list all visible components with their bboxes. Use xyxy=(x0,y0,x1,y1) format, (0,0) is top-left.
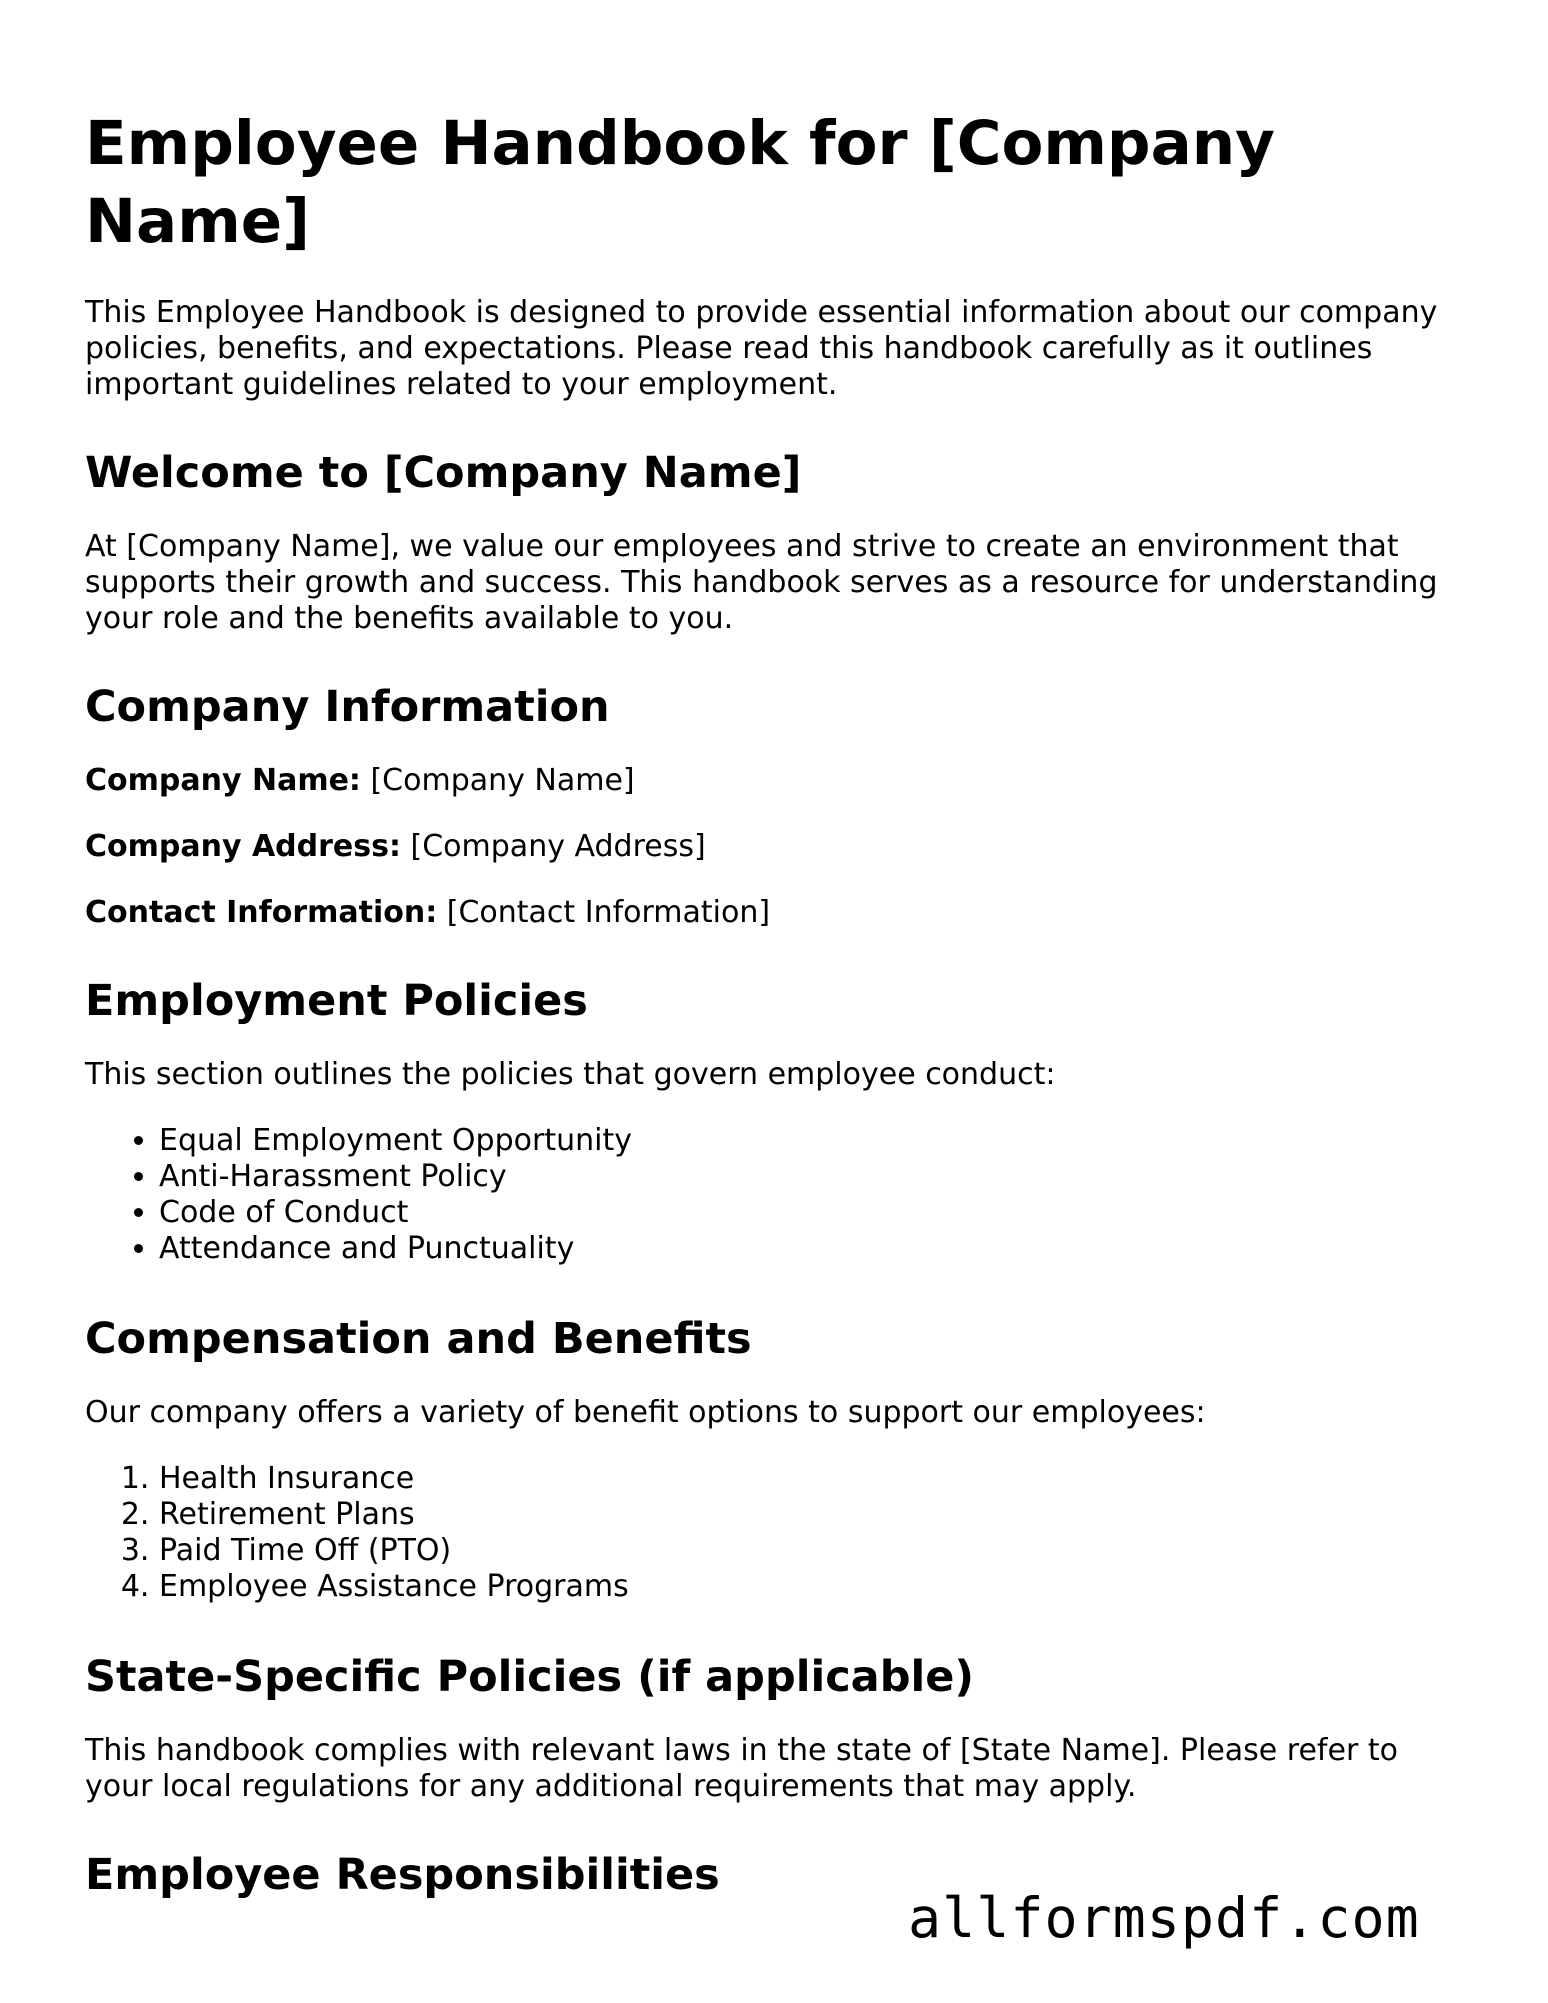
employment-policies-heading: Employment Policies xyxy=(85,976,588,1026)
welcome-heading: Welcome to [Company Name] xyxy=(85,448,802,498)
compensation-paragraph: Our company offers a variety of benefit options to support our employees: xyxy=(85,1395,1206,1430)
watermark-text: allformspdf.com xyxy=(908,1886,1420,1950)
list-item: • Anti-Harassment Policy xyxy=(159,1159,1465,1195)
contact-info-label: Contact Information: xyxy=(85,895,438,930)
compensation-heading: Compensation and Benefits xyxy=(85,1314,752,1364)
list-item: 2. Retirement Plans xyxy=(159,1497,1465,1533)
company-name-label: Company Name: xyxy=(85,763,361,798)
state-policies-paragraph: This handbook complies with relevant laws in the state of [State Name]. Please refer to your local regulations for any additional requirements that may apply. xyxy=(85,1733,1398,1804)
benefits-list xyxy=(85,1461,1465,1605)
list-item: • Attendance and Punctuality xyxy=(159,1231,1465,1267)
list-item: 3. Paid Time Off (PTO) xyxy=(159,1533,1465,1569)
company-address-value: [Company Address] xyxy=(410,829,706,864)
list-item: 1. Health Insurance xyxy=(159,1461,1465,1497)
employment-policies-paragraph: This section outlines the policies that govern employee conduct: xyxy=(85,1057,1056,1092)
company-address-field xyxy=(85,829,1465,865)
page-title: Employee Handbook for [Company Name] xyxy=(85,108,1275,257)
list-item: • Equal Employment Opportunity xyxy=(159,1123,1465,1159)
company-name-field xyxy=(85,763,1465,799)
company-address-label: Company Address: xyxy=(85,829,401,864)
contact-info-value: [Contact Information] xyxy=(446,895,771,930)
list-item: • Code of Conduct xyxy=(159,1195,1465,1231)
list-item: 4. Employee Assistance Programs xyxy=(159,1569,1465,1605)
contact-info-field xyxy=(85,895,1465,931)
responsibilities-heading: Employee Responsibilities xyxy=(85,1850,720,1900)
employment-policies-list xyxy=(85,1123,1465,1267)
company-name-value: [Company Name] xyxy=(370,763,635,798)
document-page xyxy=(85,105,1465,1931)
company-info-heading: Company Information xyxy=(85,682,610,732)
intro-paragraph: This Employee Handbook is designed to provide essential information about our company policies, benefits, and expectations. Please read this handbook carefully as it outlines important guidelines related to your employment. xyxy=(85,295,1438,402)
state-policies-heading: State-Specific Policies (if applicable) xyxy=(85,1652,975,1702)
welcome-paragraph: At [Company Name], we value our employees and strive to create an environment that supports their growth and success. This handbook serves as a resource for understanding your role and the benefits available to you. xyxy=(85,529,1438,636)
